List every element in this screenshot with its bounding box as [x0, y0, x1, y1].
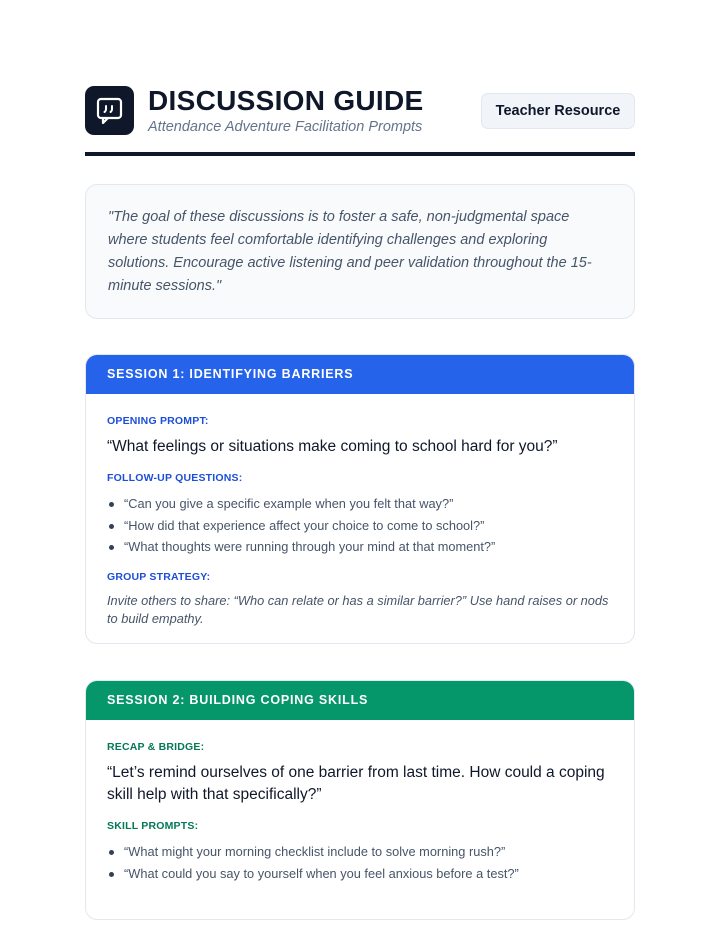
group-strategy-text: Invite others to share: “Who can relate or has a similar barrier?” Use hand raises or nods to build empathy. — [107, 592, 609, 626]
list-item: “How did that experience affect your choice to come to school?” — [107, 515, 613, 537]
session-2-heading: SESSION 2: BUILDING COPING SKILLS — [86, 681, 634, 720]
session-2-card — [85, 680, 635, 920]
list-item: “What could you say to yourself when you feel anxious before a test?” — [107, 863, 613, 885]
intro-quote-box — [85, 184, 635, 319]
list-item: “Can you give a specific example when you felt that way?” — [107, 493, 613, 515]
skill-prompts-label: SKILL PROMPTS: — [107, 820, 199, 832]
list-item: “What thoughts were running through your mind at that moment?” — [107, 536, 613, 558]
teacher-resource-badge: Teacher Resource — [481, 93, 635, 129]
session-1-body — [86, 394, 634, 628]
session-1-card — [85, 354, 635, 644]
recap-prompt: “Let’s remind ourselves of one barrier from last time. How could a coping skill help with that specifically?” — [107, 764, 605, 803]
chat-quote-icon — [85, 86, 134, 135]
session-2-body — [86, 720, 634, 884]
skill-prompts-list — [107, 841, 613, 884]
followup-questions-list — [107, 493, 613, 558]
opening-prompt-label: OPENING PROMPT: — [107, 415, 209, 427]
page-title: DISCUSSION GUIDE — [148, 85, 424, 116]
group-strategy-label: GROUP STRATEGY: — [107, 570, 211, 583]
recap-bridge-label: RECAP & BRIDGE: — [107, 741, 205, 753]
opening-prompt: “What feelings or situations make coming to school hard for you?” — [107, 438, 558, 455]
page-subtitle: Attendance Adventure Facilitation Prompts — [148, 119, 423, 135]
intro-quote-text: "The goal of these discussions is to foster a safe, non-judgmental space where students feel comfortable identifying challenges and exploring solutions. Encourage active listening and peer validation throughout the 15-minute sessions." — [108, 209, 592, 294]
session-1-heading: SESSION 1: IDENTIFYING BARRIERS — [86, 355, 634, 394]
followup-questions-label: FOLLOW-UP QUESTIONS: — [107, 472, 243, 484]
header-divider — [85, 152, 635, 156]
header — [85, 86, 635, 152]
list-item: “What might your morning checklist include to solve morning rush?” — [107, 841, 613, 863]
